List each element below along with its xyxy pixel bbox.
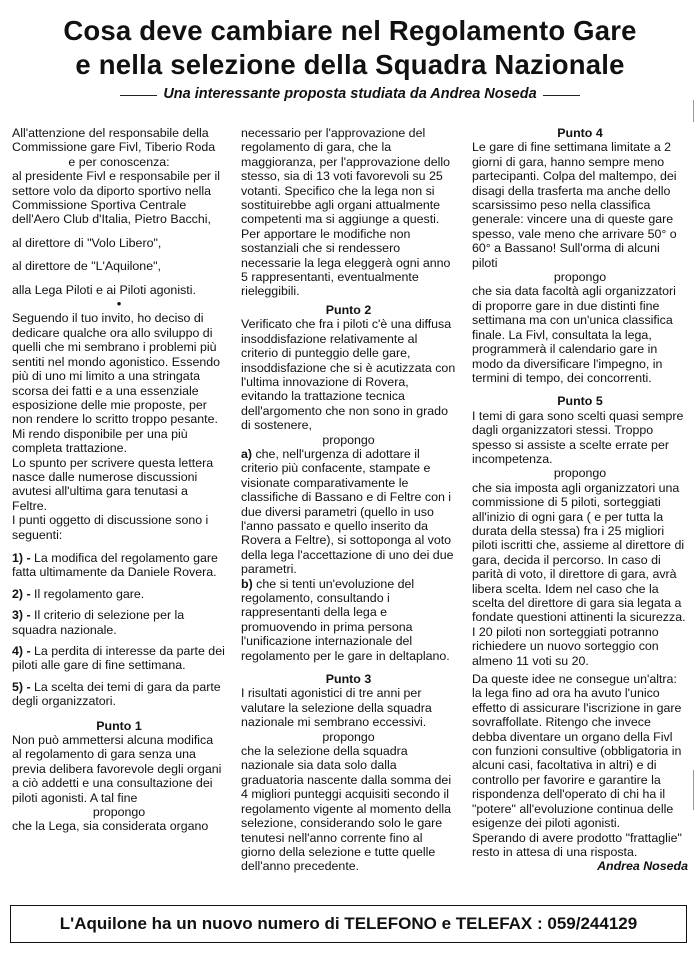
conclusion-paragraph: Da queste idee ne consegue un'altra: la lega fino ad ora ha avuto l'unico effetto di assicurare l'iscrizione in gare sovraffollate. Ritengo che invece debba diventare un organo della Fivl con funzioni consultive (obbligatoria in alcuni casi, facoltativa in altri) e di controllo per favorire e garantire la rispondenza dell'operato di chi ha il "potere" all'evoluzione continua delle esigenze dei piloti agonisti. bbox=[472, 672, 682, 831]
intro-paragraph: Seguendo il tuo invito, ho deciso di dedicare qualche ora allo sviluppo di quelli che mi sembrano i problemi più sentiti nel mondo agonistico. Essendo più di uno mi limito a una stringata scorsa dei fatti e a una essenziale esposizione delle mie proposte, per non rendere lo scritto troppo pesante. Mi rendo disponibile per una più completa trattazione. bbox=[12, 311, 221, 456]
margin-mark bbox=[693, 100, 694, 122]
cc-volo-libero: al direttore di "Volo Libero", bbox=[12, 235, 162, 250]
punto4-heading: Punto 4 bbox=[557, 126, 603, 140]
closing-paragraph: Sperando di avere prodotto "frattaglie" resto in attesa di una risposta. bbox=[472, 830, 682, 859]
punto3-propongo: propongo bbox=[322, 729, 375, 744]
points-intro: I punti oggetto di discussione sono i seguenti: bbox=[12, 513, 209, 542]
cc-president: al presidente Fivl e responsabile per il settore volo da diporto sportivo nella Commissione Sportiva Centrale dell'Aero Club d'Italia, Pietro Bacchi, bbox=[12, 169, 220, 227]
column-2 bbox=[241, 126, 456, 874]
title-line-2: e nella selezione della Squadra Nazionale bbox=[75, 49, 625, 80]
cc-lega: alla Lega Piloti e ai Piloti agonisti. bbox=[12, 282, 196, 297]
a-label: a) bbox=[241, 446, 253, 461]
cc-label: e per conoscenza: bbox=[68, 154, 170, 169]
points-list-item bbox=[12, 587, 226, 601]
points-list-item bbox=[12, 680, 226, 709]
point-number: 5) - bbox=[12, 679, 31, 694]
punto5-tail: che sia imposta agli organizzatori una commissione di 5 piloti, sorteggiati all'inizio di ogni gara ( e per tutta la durata della stessa) fra i 25 migliori piloti iscritti che, assieme al direttore di gara, decida il percorso. In caso di parità di voto, il direttore di gara, avrà libera scelta. Idem nel caso che la scelta del direttore di gara sia legata a fondate questioni attinenti la sicurezza. I 20 piloti non sorteggiati potranno richiedere un nuovo sorteggio con almeno 11 voti su 20. bbox=[472, 480, 686, 668]
punto2-propongo: propongo bbox=[322, 432, 375, 447]
punto2-heading: Punto 2 bbox=[325, 302, 372, 317]
punto3-text: I risultati agonistici di tre anni per valutare la selezione della squadra nazionale mi sembrano eccessivi. bbox=[241, 686, 432, 730]
margin-mark bbox=[693, 770, 694, 810]
footer-notice-box bbox=[10, 905, 687, 943]
title-line-1: Cosa deve cambiare nel Regolamento Gare bbox=[63, 15, 637, 46]
column-1 bbox=[12, 126, 226, 834]
punto5-heading: Punto 5 bbox=[557, 394, 603, 409]
punto3-heading: Punto 3 bbox=[325, 672, 372, 687]
punto1-heading: Punto 1 bbox=[96, 718, 142, 733]
b-label: b) bbox=[241, 576, 253, 591]
article-subtitle bbox=[0, 86, 700, 102]
point-text: La modifica del regolamento gare fatta ultimamente da Daniele Rovera. bbox=[12, 550, 218, 580]
point-number: 2) - bbox=[12, 586, 31, 601]
subtitle-text: Una interessante proposta studiata da Andrea Noseda bbox=[157, 86, 542, 102]
points-list-item bbox=[12, 551, 226, 580]
addressee-paragraph: All'attenzione del responsabile della Commissione gare Fivl, Tiberio Roda bbox=[12, 126, 216, 155]
point-text: Il criterio di selezione per la squadra nazionale. bbox=[12, 608, 185, 637]
motivation-paragraph: Lo spunto per scrivere questa lettera nasce dalle numerose discussioni avutesi all'ultima gara tenutasi a Feltre. bbox=[12, 455, 214, 513]
article-title bbox=[0, 14, 700, 82]
punto1-tail: che la Lega, sia considerata organo bbox=[12, 819, 209, 834]
punto1-continued: necessario per l'approvazione del regolamento di gara, che la maggioranza, per l'approvazione dello stesso, sia di 13 voti favorevoli su 25 votanti. Specifico che la lega non si sostituirebbe agli organi attualmente competenti ma si aggiunge a questi. Per apportare le modifiche non sostanziali che si rendessero necessarie la lega eleggerà ogni anno 5 rappresentanti, eventualmente rieleggibili. bbox=[241, 126, 451, 299]
punto1-propongo: propongo bbox=[92, 805, 146, 820]
cc-aquilone: al direttore de "L'Aquilone", bbox=[12, 259, 161, 274]
subtitle-bar bbox=[0, 86, 700, 106]
punto4-propongo: propongo bbox=[553, 270, 607, 285]
point-number: 3) - bbox=[12, 608, 31, 623]
punto4-tail: che sia data facoltà agli organizzatori di proporre gare in due distinti fine settimana ma con un'unica classifica finale. La Fivl, consultata la lega, programmerà il calendario gare in modo da diversificare l'impegno, in termini di tempo, dei concorrenti. bbox=[472, 284, 676, 385]
points-list-item bbox=[12, 644, 226, 673]
punto5-text: I temi di gara sono scelti quasi sempre dagli organizzatori stessi. Troppo spesso si assiste a scelte errate per incompetenza. bbox=[472, 408, 684, 466]
column-3 bbox=[472, 126, 688, 874]
punto4-text: Le gare di fine settimana limitate a 2 giorni di gara, hanno sempre meno partecipanti. Colpa del maltempo, dei disagi della trasferta ma anche dello scarsissimo peso nella classifica generale: vincere una di queste gare spesso, vale meno che arrivare 50° o 60° a Bassano! Sull'orma di alcuni piloti bbox=[472, 140, 677, 270]
signature: Andrea Noseda bbox=[597, 859, 688, 874]
punto2-a bbox=[241, 447, 456, 577]
points-list bbox=[12, 551, 226, 709]
point-number: 4) - bbox=[12, 644, 31, 658]
point-text: La perdita di interesse da parte dei piloti alle gare di fine settimana. bbox=[12, 644, 225, 673]
points-list-item bbox=[12, 608, 226, 637]
punto1-text: Non può ammettersi alcuna modifica al regolamento di gara senza una previa delibera favorevole degli organi a ciò addetti e una consultazione dei piloti agonisti. A tal fine bbox=[12, 733, 222, 805]
punto2-b bbox=[241, 577, 456, 663]
punto2-text: Verificato che fra i piloti c'è una diffusa insoddisfazione relativamente al criterio di punteggio delle gare, insoddisfazione che si è acutizzata con l'ultima innovazione di Rovera, evitando la trattazione tecnica dell'argomento che non sono in grado di sostenere, bbox=[241, 317, 456, 433]
point-text: La scelta dei temi di gara da parte degli organizzatori. bbox=[12, 679, 221, 709]
punto3-tail: che la selezione della squadra nazionale sia data solo dalla graduatoria nascente dalla somma dei 4 migliori punteggi acquisiti secondo il regolamento vigente al momento della selezione, considerando solo le gare tenutesi nell'anno corrente fino al giorno della selezione e tutte quelle dell'anno precedente. bbox=[241, 744, 452, 874]
point-text: Il regolamento gare. bbox=[30, 586, 145, 601]
a-text: che, nell'urgenza di adottare il criterio più confacente, stampate e visionate comparativamente le classifiche di Bassano e di Feltre con i due diversi parametri (quello in uso l'anno passato e quello inserito da Rovera a Feltre), si sottoponga al voto della lega l'accettazione di uno dei due parametri. bbox=[241, 446, 454, 577]
punto5-propongo: propongo bbox=[553, 466, 607, 481]
b-text: che si tenti un'evoluzione del regolamento, consultando i rappresentanti della lega e promuovendo in prima persona l'unificazione internazionale del regolamento per le gare in deltaplano. bbox=[241, 576, 450, 663]
separator-dot: • bbox=[116, 297, 122, 312]
point-number: 1) - bbox=[12, 550, 31, 565]
footer-notice-text: L'Aquilone ha un nuovo numero di TELEFONO e TELEFAX : 059/244129 bbox=[59, 914, 638, 933]
